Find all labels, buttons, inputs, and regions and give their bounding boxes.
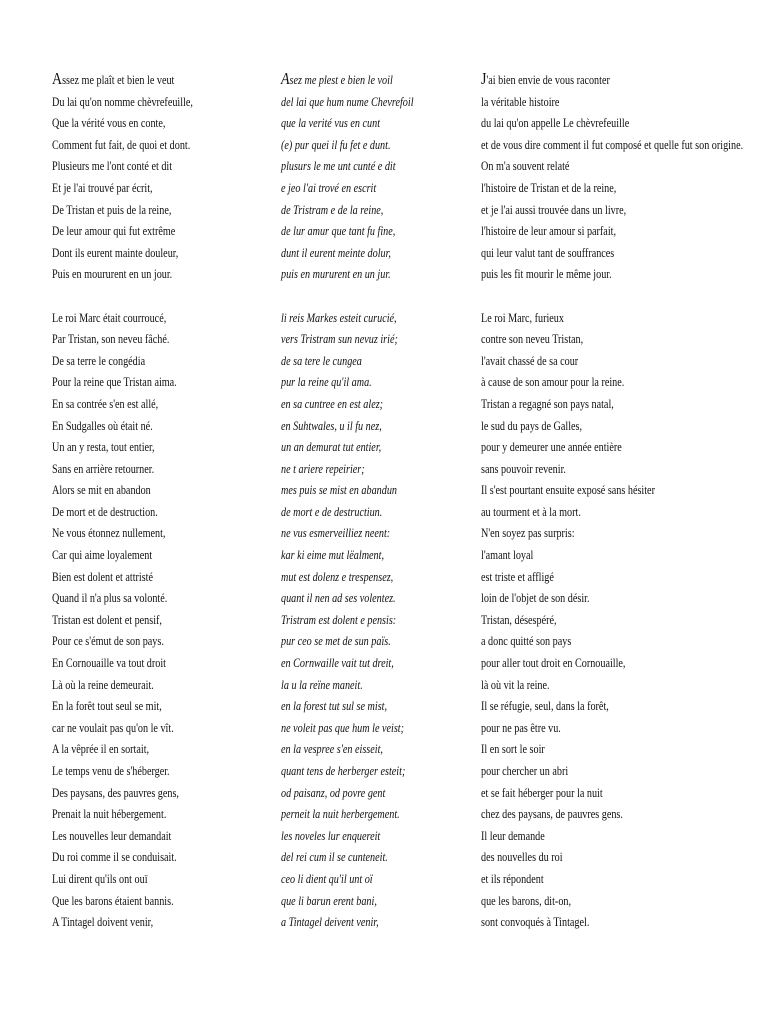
stanza	[281, 70, 478, 286]
verse-line: pour aller tout droit en Cornouaille,	[481, 656, 626, 671]
stanza	[481, 70, 752, 286]
verse-line: Par Tristan, son neveu fâché.	[52, 332, 170, 347]
verse-line: Sans en arrière retourner.	[52, 461, 155, 476]
column-modern-french	[481, 70, 752, 934]
verse-line: l'histoire de Tristan et de la reine,	[481, 180, 617, 195]
verse-line: Le roi Marc, furieux	[481, 310, 564, 325]
verse-line: Alors se mit en abandon	[52, 483, 151, 498]
stanza	[281, 308, 478, 934]
verse-line: un an demurat tut entier,	[281, 440, 382, 455]
verse-line: De mort et de destruction.	[52, 504, 158, 519]
verse-line: Asez me plest e bien le voil	[281, 69, 393, 88]
verse-line: sans pouvoir revenir.	[481, 461, 566, 476]
verse-line: la véritable histoire	[481, 94, 560, 109]
verse-line: au tourment et à la mort.	[481, 504, 581, 519]
verse-line: contre son neveu Tristan,	[481, 332, 584, 347]
verse-line: Tristan, désespéré,	[481, 612, 557, 627]
verse-line: (e) pur quei il fu fet e dunt.	[281, 137, 391, 152]
verse-line: En la forêt tout seul se mit,	[52, 699, 162, 714]
verse-line: en Suhtwales, u il fu nez,	[281, 418, 382, 433]
verse-line: l'avait chassé de sa cour	[481, 353, 579, 368]
verse-line: Dont ils eurent mainte douleur,	[52, 245, 179, 260]
column-anglo-norman-original	[281, 70, 478, 934]
verse-line: ne voleit pas que hum le veist;	[281, 720, 405, 735]
verse-line: Pour la reine que Tristan aima.	[52, 375, 177, 390]
verse-line: Assez me plaît et bien le veut	[52, 69, 175, 88]
verse-line: Comment fut fait, de quoi et dont.	[52, 137, 191, 152]
verse-line: li reis Markes esteit curucié,	[281, 310, 397, 325]
verse-line: Un an y resta, tout entier,	[52, 440, 155, 455]
stanza	[481, 308, 752, 934]
verse-line: que les barons, dit-on,	[481, 893, 572, 908]
verse-line: Le temps venu de s'héberger.	[52, 764, 170, 778]
verse-line: plusurs le me unt cunté e dit	[281, 159, 396, 174]
verse-line: Bien est dolent et attristé	[52, 569, 154, 584]
verse-line: De sa terre le congédia	[52, 353, 146, 368]
verse-line: Des paysans, des pauvres gens,	[52, 785, 179, 800]
stanza	[52, 308, 257, 934]
verse-line: Ne vous étonnez nullement,	[52, 526, 166, 541]
verse-line: Il s'est pourtant ensuite exposé sans hésiter	[481, 483, 655, 498]
verse-line: A la vêprée il en sortait,	[52, 742, 150, 757]
verse-line: de sa tere le cungea	[281, 353, 362, 368]
verse-line: en Cornwaille vait tut dreit,	[281, 656, 394, 671]
verse-line: Car qui aime loyalement	[52, 548, 153, 563]
verse-line: Pour ce s'émut de son pays.	[52, 634, 164, 649]
verse-line: en la forest tut sul se mist,	[281, 699, 388, 714]
column-old-french-translation	[52, 70, 257, 934]
verse-line: là où vit la reine.	[481, 677, 550, 692]
verse-line: Là où la reine demeurait.	[52, 677, 154, 692]
verse-line: est triste et affligé	[481, 569, 554, 584]
verse-line: Tristram est dolent e pensis:	[281, 612, 397, 627]
verse-line: Et je l'ai trouvé par écrit,	[52, 180, 153, 195]
verse-line: Du roi comme il se conduisait.	[52, 850, 177, 865]
verse-line: vers Tristram sun nevuz irié;	[281, 332, 398, 347]
verse-line: et de vous dire comment il fut composé et quelle fut son origine.	[481, 137, 744, 152]
verse-line: pour y demeurer une année entière	[481, 440, 622, 455]
verse-line: En Cornouaille va tout droit	[52, 656, 167, 671]
verse-line: Il leur demande	[481, 828, 545, 843]
verse-line: des nouvelles du roi	[481, 850, 563, 865]
verse-line: que li barun erent bani,	[281, 893, 377, 908]
verse-line: mes puis se mist en abandun	[281, 483, 397, 498]
verse-line: ceo li dient qu'il unt oï	[281, 871, 373, 886]
verse-line: Quand il n'a plus sa volonté.	[52, 591, 168, 606]
verse-line: Le roi Marc était courroucé,	[52, 310, 167, 325]
verse-line: Que la vérité vous en conte,	[52, 116, 166, 131]
verse-line: la u la reïne maneit.	[281, 677, 363, 692]
verse-line: a donc quitté son pays	[481, 634, 572, 649]
verse-line: Du lai qu'on nomme chèvrefeuille,	[52, 94, 193, 109]
verse-line: De Tristan et puis de la reine,	[52, 202, 172, 217]
verse-line: Il en sort le soir	[481, 742, 545, 757]
verse-line: pour ne pas être vu.	[481, 720, 561, 735]
verse-line: N'en soyez pas surpris:	[481, 526, 575, 541]
verse-line: pur la reine qu'il ama.	[281, 375, 372, 390]
verse-line: Puis en moururent en un jour.	[52, 267, 173, 282]
verse-line: Que les barons étaient bannis.	[52, 893, 174, 908]
verse-line: et se fait héberger pour la nuit	[481, 785, 603, 800]
verse-line: que la verité vus en cunt	[281, 116, 381, 131]
verse-line: le sud du pays de Galles,	[481, 418, 583, 433]
verse-line: l'amant loyal	[481, 548, 534, 563]
verse-line: en sa cuntree en est alez;	[281, 396, 384, 411]
verse-line: de mort e de destructiun.	[281, 504, 383, 519]
verse-line: Plusieurs me l'ont conté et dit	[52, 159, 173, 174]
verse-line: Tristan est dolent et pensif,	[52, 612, 162, 627]
verse-line: De leur amour qui fut extrême	[52, 224, 176, 239]
verse-line: chez des paysans, de pauvres gens.	[481, 807, 623, 822]
verse-line: Les nouvelles leur demandait	[52, 828, 172, 843]
verse-line: kar ki eime mut lëalment,	[281, 548, 384, 563]
verse-line: En Sudgalles où était né.	[52, 418, 153, 433]
verse-line: puis en mururent en un jur.	[281, 267, 391, 282]
verse-line: pour chercher un abri	[481, 764, 569, 778]
verse-line: les noveles lur enquereit	[281, 828, 381, 843]
verse-line: car ne voulait pas qu'on le vît.	[52, 720, 174, 735]
verse-line: Tristan a regagné son pays natal,	[481, 396, 614, 411]
verse-line: Il se réfugie, seul, dans la forêt,	[481, 699, 609, 714]
verse-line: sont convoqués à Tintagel.	[481, 915, 590, 930]
verse-line: du lai qu'on appelle Le chèvrefeuille	[481, 116, 630, 131]
verse-line: del lai que hum nume Chevrefoil	[281, 94, 414, 109]
verse-line: l'histoire de leur amour si parfait,	[481, 224, 617, 239]
verse-line: puis les fit mourir le même jour.	[481, 267, 612, 282]
verse-line: loin de l'objet de son désir.	[481, 591, 590, 606]
verse-line: perneit la nuit herbergement.	[281, 807, 400, 822]
verse-line: de lur amur que tant fu fine,	[281, 224, 396, 239]
verse-line: Lui dirent qu'ils ont ouï	[52, 871, 148, 886]
verse-line: On m'a souvent relaté	[481, 159, 570, 174]
verse-line: qui leur valut tant de souffrances	[481, 245, 615, 260]
verse-line: de Tristram e de la reine,	[281, 202, 384, 217]
verse-line: à cause de son amour pour la reine.	[481, 375, 625, 390]
verse-line: od paisanz, od povre gent	[281, 785, 386, 800]
verse-line: pur ceo se met de sun païs.	[281, 634, 391, 649]
verse-line: et je l'ai aussi trouvée dans un livre,	[481, 202, 627, 217]
verse-line: quant tens de herberger esteit;	[281, 764, 406, 778]
verse-line: Prenait la nuit hébergement.	[52, 807, 167, 822]
verse-line: dunt il eurent meinte dolur,	[281, 245, 391, 260]
verse-line: en la vespree s'en eisseit,	[281, 742, 383, 757]
verse-line: et ils répondent	[481, 871, 544, 886]
verse-line: del rei cum il se cunteneit.	[281, 850, 388, 865]
verse-line: e jeo l'ai trové en escrit	[281, 180, 377, 195]
verse-line: mut est dolenz e trespensez,	[281, 569, 394, 584]
verse-line: ne t ariere repeirier;	[281, 461, 365, 476]
verse-line: a Tintagel deivent venir,	[281, 915, 379, 930]
verse-line: J'ai bien envie de vous raconter	[481, 69, 610, 88]
verse-line: En sa contrée s'en est allé,	[52, 396, 159, 411]
verse-line: A Tintagel doivent venir,	[52, 915, 154, 930]
verse-line: ne vus esmerveilliez neent:	[281, 526, 391, 541]
verse-line: quant il nen ad ses volentez.	[281, 591, 396, 606]
stanza	[52, 70, 257, 286]
